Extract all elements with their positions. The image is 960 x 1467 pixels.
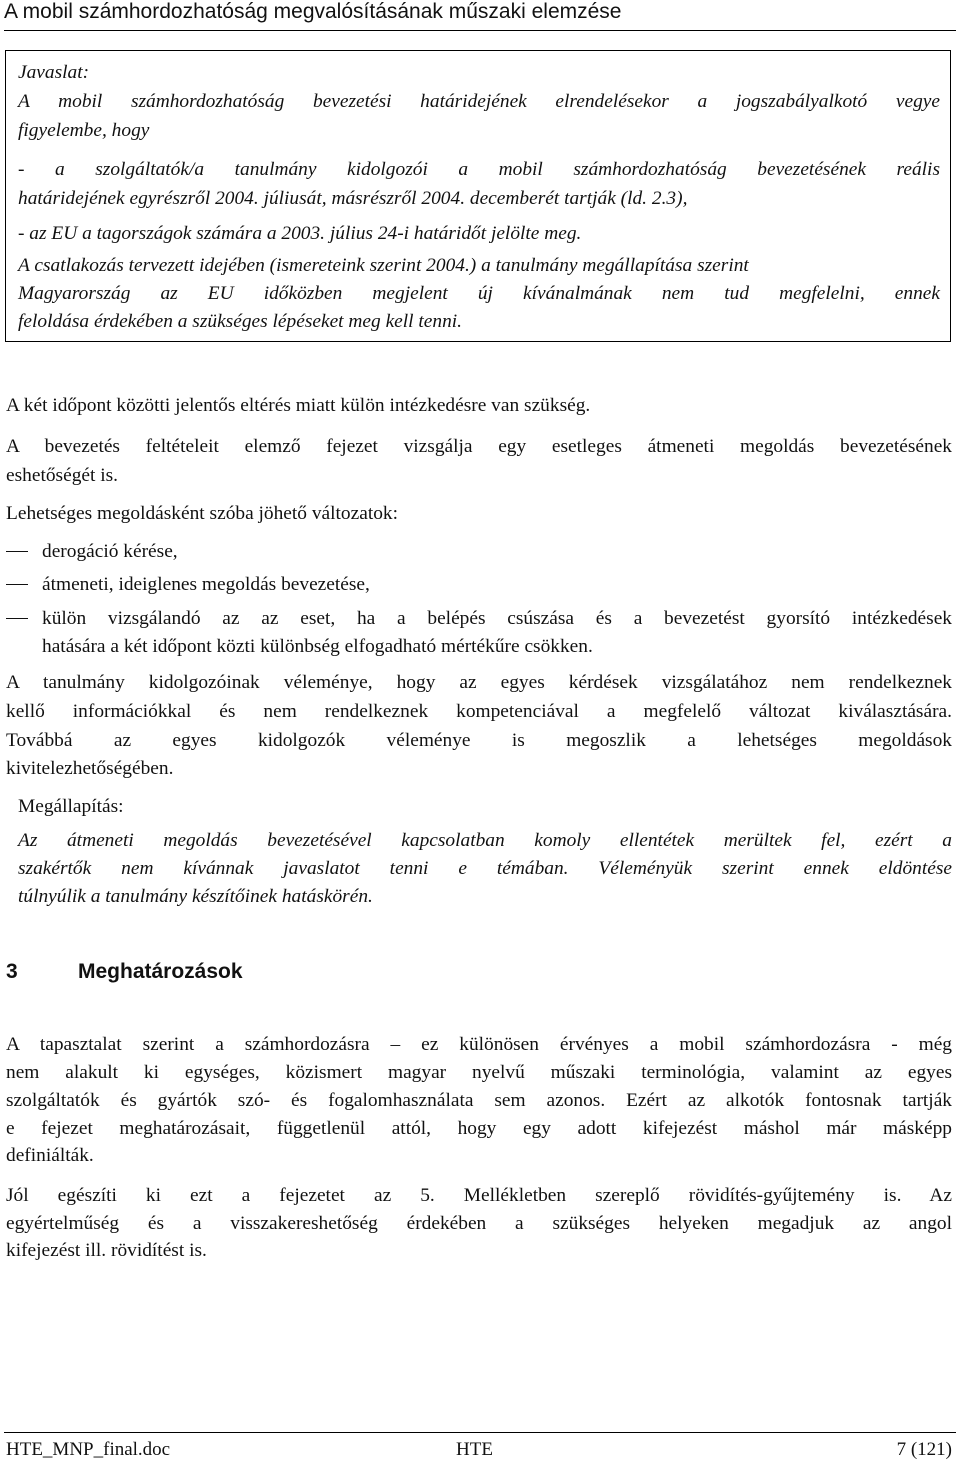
opinion-line: kivitelezhetőségében.: [6, 758, 174, 779]
section-title: Meghatározások: [78, 960, 243, 983]
proposal-line: Magyarország az EU időközben megjelent új kívánalmának nem tud megfelelni, ennek: [18, 283, 940, 304]
footer-page-number: 7 (121): [896, 1439, 952, 1460]
proposal-line: - az EU a tagországok számára a 2003. július 24-i határidőt jelölte meg.: [18, 223, 582, 244]
bullet-item: átmeneti, ideiglenes megoldás bevezetése,: [42, 574, 370, 595]
proposal-box: [5, 50, 951, 342]
paragraph-gap-note: A két időpont közötti jelentős eltérés miatt külön intézkedésre van szükség.: [6, 395, 591, 416]
bullet-dash: [6, 618, 28, 619]
bullet-item: derogáció kérése,: [42, 541, 178, 562]
footer-divider: [4, 1432, 956, 1433]
opinion-line: kellő információkkal és nem rendelkeznek kompetenciával a megfelelő változat kiválasztására.: [6, 701, 952, 722]
finding-line: túlnyúlik a tanulmány készítőinek hatáskörén.: [18, 886, 373, 907]
abbrev-line: Jól egészíti ki ezt a fejezetet az 5. Mellékletben szereplő rövidítés-gyűjtemény is. Az: [6, 1185, 952, 1206]
page-header-title: A mobil számhordozhatóság megvalósításának műszaki elemzése: [4, 0, 622, 23]
definitions-line: e fejezet meghatározásait, függetlenül attól, hogy egy adott kifejezést máshol már másképp: [6, 1118, 952, 1139]
paragraph-intro-line: eshetőségét is.: [6, 465, 119, 486]
bullet-dash: [6, 551, 28, 552]
bullet-item-continuation: hatására a két időpont közti különbség elfogadható mértékűre csökken.: [42, 636, 593, 657]
bullet-dash: [6, 584, 28, 585]
header-divider: [4, 30, 956, 31]
footer-filename: HTE_MNP_final.doc: [6, 1439, 171, 1460]
finding-label: Megállapítás:: [18, 796, 124, 817]
definitions-line: szolgáltatók és gyártók szó- és fogalomhasználata sem azonos. Ezért az alkotók fontosnak tartják: [6, 1090, 952, 1111]
opinion-line: Továbbá az egyes kidolgozók véleménye is megoszlik a lehetséges megoldások: [6, 730, 952, 751]
abbrev-line: kifejezést ill. rövidítést is.: [6, 1240, 207, 1261]
proposal-line: határidejének egyrészről 2004. júliusát, másrészről 2004. decemberét tartják (ld. 2.3),: [18, 188, 688, 209]
section-heading: [6, 959, 243, 985]
finding-line: szakértők nem kívánnak javaslatot tenni e témában. Véleményük szerint ennek eldöntése: [18, 858, 952, 879]
proposal-line: figyelembe, hogy: [18, 120, 150, 141]
proposal-label: Javaslat:: [18, 62, 90, 83]
definitions-line: nem alakult ki egységes, közismert magyar nyelvű műszaki terminológia, valamint az egyes: [6, 1062, 952, 1083]
finding-line: Az átmeneti megoldás bevezetésével kapcsolatban komoly ellentétek merültek fel, ezért a: [18, 830, 952, 851]
paragraph-intro-line: A bevezetés feltételeit elemző fejezet vizsgálja egy esetleges átmeneti megoldás bevezetésének: [6, 436, 952, 457]
proposal-line: A csatlakozás tervezett idejében (ismereteink szerint 2004.) a tanulmány megállapítása szerint: [18, 255, 749, 276]
proposal-line: feloldása érdekében a szükséges lépéseket meg kell tenni.: [18, 311, 463, 332]
abbrev-line: egyértelműség és a visszakereshetőség érdekében a szükséges helyeken megadjuk az angol: [6, 1213, 952, 1234]
bullet-item: külön vizsgálandó az az eset, ha a belépés csúszása és a bevezetést gyorsító intézkedések: [42, 608, 952, 629]
section-number: 3: [6, 960, 18, 983]
proposal-line: A mobil számhordozhatóság bevezetési határidejének elrendelésekor a jogszabályalkotó vegye: [18, 91, 940, 112]
options-intro: Lehetséges megoldásként szóba jöhető változatok:: [6, 503, 398, 524]
proposal-line: - a szolgáltatók/a tanulmány kidolgozói a mobil számhordozhatóság bevezetésének reális: [18, 159, 940, 180]
opinion-line: A tanulmány kidolgozóinak véleménye, hogy az egyes kérdések vizsgálatához nem rendelkeznek: [6, 672, 952, 693]
definitions-line: A tapasztalat szerint a számhordozásra – ez különösen érvényes a mobil számhordozásra - még: [6, 1034, 952, 1055]
definitions-line: definiálták.: [6, 1145, 94, 1166]
footer-org: HTE: [456, 1439, 493, 1460]
